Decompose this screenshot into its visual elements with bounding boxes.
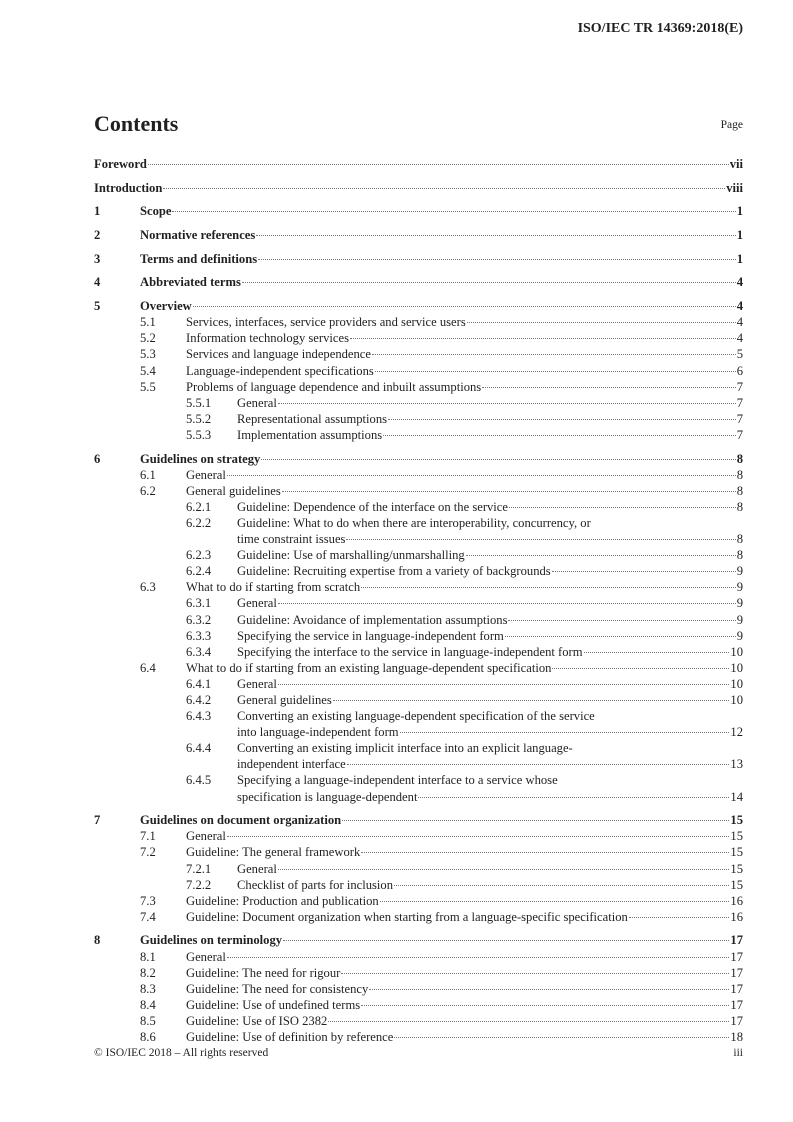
- toc-entry-page: 17: [730, 981, 743, 996]
- toc-entry-title: Guideline: What to do when there are interoperability, concurrency, or: [237, 515, 591, 530]
- toc-entry-page: 4: [736, 315, 743, 330]
- toc-entry-page: 10: [730, 644, 743, 659]
- toc-entry-page: 7: [736, 427, 743, 442]
- toc-entry-page: 6: [736, 363, 743, 378]
- toc-entry-page: 4: [736, 299, 743, 314]
- toc-entry-page: 14: [730, 789, 743, 804]
- toc-entry-title: Terms and definitions: [140, 251, 258, 266]
- toc-entry-page: 9: [736, 612, 743, 627]
- toc-entry-number: 6.4: [140, 660, 156, 675]
- toc-entry-number: 7.2.2: [186, 877, 212, 892]
- toc-entry[interactable]: [94, 180, 743, 196]
- dot-leader: [261, 459, 735, 460]
- toc-entry-title: Implementation assumptions: [237, 427, 383, 442]
- toc-entry-number: 7.1: [140, 829, 156, 844]
- toc-entry-number: 6.4.2: [186, 692, 212, 707]
- toc-entry-title: Abbreviated terms: [140, 275, 241, 290]
- page-column-label: Page: [720, 119, 743, 131]
- dot-leader: [242, 282, 736, 283]
- dot-leader: [282, 491, 736, 492]
- dot-leader: [163, 188, 725, 189]
- toc-entry[interactable]: [94, 828, 743, 844]
- toc-entry-number: 5.3: [140, 347, 156, 362]
- toc-entry[interactable]: [94, 981, 743, 997]
- toc-entry-title: General: [186, 829, 226, 844]
- dot-leader: [278, 869, 730, 870]
- toc-entry[interactable]: [94, 877, 743, 893]
- toc-entry[interactable]: [94, 227, 743, 243]
- toc-entry-title: General: [237, 596, 277, 611]
- dot-leader: [347, 764, 730, 765]
- toc-entry[interactable]: [94, 156, 743, 172]
- toc-entry-title: Scope: [140, 204, 172, 219]
- toc-entry-title: independent interface: [237, 757, 346, 772]
- page-footer: [94, 1047, 743, 1059]
- toc-entry-number: 5.5.3: [186, 427, 212, 442]
- dot-leader: [341, 973, 729, 974]
- toc-entry-title: Language-independent specifications: [186, 363, 374, 378]
- copyright-notice: © ISO/IEC 2018 – All rights reserved: [94, 1047, 269, 1059]
- toc-entry-title: Guideline: Use of definition by reference: [186, 1030, 394, 1045]
- toc-entry[interactable]: [94, 379, 743, 395]
- toc-entry-number: 8.5: [140, 1013, 156, 1028]
- toc-entry-page: viii: [726, 180, 743, 195]
- toc-entry-number: 7.4: [140, 909, 156, 924]
- dot-leader: [350, 338, 736, 339]
- toc-entry[interactable]: [94, 563, 743, 579]
- toc-entry-number: 5.5.2: [186, 411, 212, 426]
- toc-entry-page: 15: [730, 845, 743, 860]
- toc-entry[interactable]: [94, 692, 743, 708]
- toc-entry-title: Guideline: Dependence of the interface on the service: [237, 499, 508, 514]
- toc-entry-title: Guideline: Document organization when starting from a language-specific specification: [186, 909, 628, 924]
- toc-entry-title: Specifying the service in language-independent form: [237, 628, 504, 643]
- dot-leader: [388, 419, 736, 420]
- toc-entry-page: 4: [736, 331, 743, 346]
- dot-leader: [328, 1021, 729, 1022]
- toc-entry[interactable]: [94, 740, 743, 772]
- toc-entry[interactable]: [94, 644, 743, 660]
- dot-leader: [172, 211, 735, 212]
- dot-leader: [552, 571, 736, 572]
- toc-entry-number: 5.2: [140, 331, 156, 346]
- dot-leader: [227, 836, 730, 837]
- toc-entry-page: 8: [736, 467, 743, 482]
- toc-entry[interactable]: [94, 1013, 743, 1029]
- toc-entry-number: 7.2: [140, 845, 156, 860]
- toc-entry-page: 1: [736, 228, 743, 243]
- toc-entry-number: 7: [94, 813, 101, 828]
- toc-entry-title: General guidelines: [186, 483, 281, 498]
- toc-entry-number: 8.4: [140, 997, 156, 1012]
- dot-leader: [509, 507, 736, 508]
- toc-entry[interactable]: [94, 298, 743, 314]
- toc-entry-number: 8.3: [140, 981, 156, 996]
- toc-entry-title: time constraint issues: [237, 532, 346, 547]
- toc-entry-title: Services, interfaces, service providers and service users: [186, 315, 466, 330]
- toc-entry-number: 3: [94, 251, 101, 266]
- toc-entry-page: 8: [736, 532, 743, 547]
- toc-entry[interactable]: [94, 467, 743, 483]
- toc-entry-page: 17: [730, 997, 743, 1012]
- toc-entry[interactable]: [94, 861, 743, 877]
- toc-entry-number: 5.1: [140, 315, 156, 330]
- toc-entry-number: 6.2.1: [186, 499, 212, 514]
- toc-entry-number: 6.4.4: [186, 741, 212, 756]
- dot-leader: [394, 885, 729, 886]
- toc-entry[interactable]: [94, 997, 743, 1013]
- toc-entry-page: vii: [729, 157, 743, 171]
- toc-entry[interactable]: [94, 949, 743, 965]
- toc-entry-title: Guideline: Production and publication: [186, 893, 379, 908]
- toc-entry-page: 1: [736, 251, 743, 266]
- toc-entry-title: General: [237, 395, 277, 410]
- toc-entry-title: Guideline: The need for rigour: [186, 965, 341, 980]
- dot-leader: [342, 820, 729, 821]
- dot-leader: [278, 684, 730, 685]
- dot-leader: [418, 797, 729, 798]
- toc-entry[interactable]: [94, 547, 743, 563]
- dot-leader: [380, 901, 730, 902]
- toc-entry-title: General: [237, 861, 277, 876]
- toc-entry-page: 9: [736, 628, 743, 643]
- toc-entry-number: 6.2.2: [186, 515, 212, 530]
- dot-leader: [482, 387, 736, 388]
- toc-entry-page: 17: [730, 949, 743, 964]
- dot-leader: [256, 235, 735, 236]
- toc-entry-number: 5.4: [140, 363, 156, 378]
- toc-entry-page: 15: [730, 813, 743, 828]
- toc-entry[interactable]: [94, 203, 743, 219]
- dot-leader: [361, 587, 736, 588]
- toc-entry-number: 6.3.2: [186, 612, 212, 627]
- toc-entry-number: 5: [94, 299, 101, 314]
- dot-leader: [227, 475, 736, 476]
- toc-entry-number: 8.6: [140, 1030, 156, 1045]
- toc-entry-page: 8: [736, 483, 743, 498]
- toc-entry-number: 6.3.3: [186, 628, 212, 643]
- page-title: Contents: [94, 111, 179, 136]
- toc-entry-number: 6.1: [140, 467, 156, 482]
- toc-entry[interactable]: [94, 427, 743, 443]
- toc-entry[interactable]: [94, 893, 743, 909]
- dot-leader: [383, 435, 736, 436]
- toc-entry[interactable]: [94, 676, 743, 692]
- toc-entry-number: 6.2.4: [186, 564, 212, 579]
- toc-entry-page: 15: [730, 829, 743, 844]
- toc-entry-title: General guidelines: [237, 692, 332, 707]
- toc-entry[interactable]: [94, 499, 743, 515]
- toc-entry-number: 6.3.4: [186, 644, 212, 659]
- toc-entry-page: 7: [736, 411, 743, 426]
- toc-entry-title: Overview: [140, 299, 192, 314]
- toc-entry-number: 1: [94, 204, 101, 219]
- toc-entry-number: 7.2.1: [186, 861, 212, 876]
- toc-entry-page: 5: [736, 347, 743, 362]
- toc-entry[interactable]: [94, 515, 743, 547]
- toc-entry-title: Checklist of parts for inclusion: [237, 877, 393, 892]
- toc-entry-title: Services and language independence: [186, 347, 371, 362]
- toc-entry-number: 8: [94, 933, 101, 948]
- toc-entry-title: Specifying a language-independent interface to a service whose: [237, 773, 558, 788]
- toc-entry-page: 7: [736, 395, 743, 410]
- toc-entry-title: Problems of language dependence and inbuilt assumptions: [186, 379, 482, 394]
- toc-entry-page: 12: [730, 725, 743, 740]
- toc-entry[interactable]: [94, 251, 743, 267]
- toc-entry[interactable]: [94, 612, 743, 628]
- dot-leader: [193, 306, 736, 307]
- toc-entry-title: Converting an existing implicit interface into an explicit language-: [237, 741, 573, 756]
- dot-leader: [394, 1037, 729, 1038]
- toc-entry-title: Guideline: The general framework: [186, 845, 361, 860]
- toc-entry-number: 6.4.1: [186, 676, 212, 691]
- toc-entry-title: Introduction: [94, 180, 163, 195]
- toc-entry-number: 4: [94, 275, 101, 290]
- toc-entry-title: General: [237, 676, 277, 691]
- dot-leader: [361, 852, 729, 853]
- toc-entry-number: 6: [94, 451, 101, 466]
- toc-entry-page: 17: [730, 933, 743, 948]
- toc-entry-page: 16: [730, 893, 743, 908]
- dot-leader: [466, 555, 736, 556]
- toc-entry-title: Information technology services: [186, 331, 349, 346]
- toc-entry-page: 17: [730, 1013, 743, 1028]
- toc-entry-page: 8: [736, 548, 743, 563]
- toc-entry-page: 10: [730, 660, 743, 675]
- dot-leader: [369, 989, 729, 990]
- toc-entry-title: Guideline: Use of ISO 2382: [186, 1013, 328, 1028]
- toc-entry[interactable]: [94, 411, 743, 427]
- toc-entry-title: Guidelines on terminology: [140, 933, 283, 948]
- toc-entry-title: General: [186, 949, 226, 964]
- toc-entry[interactable]: [94, 595, 743, 611]
- dot-leader: [467, 322, 736, 323]
- page-number: iii: [733, 1047, 743, 1059]
- toc-entry[interactable]: [94, 708, 743, 740]
- dot-leader: [375, 371, 736, 372]
- dot-leader: [400, 732, 730, 733]
- toc-entry-page: 1: [736, 204, 743, 219]
- toc-entry-number: 6.3: [140, 580, 156, 595]
- toc-entry[interactable]: [94, 314, 743, 330]
- dot-leader: [505, 636, 736, 637]
- dot-leader: [508, 620, 735, 621]
- toc-entry-title: What to do if starting from an existing language-dependent specification: [186, 660, 552, 675]
- toc-entry-title: Foreword: [94, 157, 147, 171]
- toc-entry-number: 6.2.3: [186, 548, 212, 563]
- toc-entry[interactable]: [94, 451, 743, 467]
- toc-entry-number: 5.5: [140, 379, 156, 394]
- toc-entry[interactable]: [94, 1029, 743, 1045]
- toc-entry-page: 4: [736, 275, 743, 290]
- toc-entry[interactable]: [94, 579, 743, 595]
- toc-entry-number: 6.3.1: [186, 596, 212, 611]
- toc-entry-number: 2: [94, 228, 101, 243]
- toc-entry-title: Guideline: Use of marshalling/unmarshalling: [237, 548, 465, 563]
- toc-entry-title: Specifying the interface to the service in language-independent form: [237, 644, 583, 659]
- toc-entry[interactable]: [94, 844, 743, 860]
- toc-entry[interactable]: [94, 395, 743, 411]
- toc-entry[interactable]: [94, 909, 743, 925]
- toc-entry-page: 18: [730, 1030, 743, 1045]
- toc-entry-title: Guideline: Avoidance of implementation assumptions: [237, 612, 508, 627]
- toc-entry-title: General: [186, 467, 226, 482]
- toc-entry[interactable]: [94, 772, 743, 804]
- toc-entry-number: 5.5.1: [186, 395, 212, 410]
- toc-entry-number: 6.2: [140, 483, 156, 498]
- toc-entry-page: 13: [730, 757, 743, 772]
- toc-entry-page: 9: [736, 580, 743, 595]
- toc-entry-title: Guideline: The need for consistency: [186, 981, 369, 996]
- toc-entry-page: 8: [736, 499, 743, 514]
- document-id-header: ISO/IEC TR 14369:2018(E): [577, 21, 743, 36]
- toc-entry-page: 15: [730, 877, 743, 892]
- dot-leader: [278, 403, 736, 404]
- toc-entry-number: 8.2: [140, 965, 156, 980]
- toc-entry-title: Guideline: Recruiting expertise from a variety of backgrounds: [237, 564, 551, 579]
- dot-leader: [372, 354, 736, 355]
- toc-entry-page: 9: [736, 596, 743, 611]
- toc-entry-page: 10: [730, 676, 743, 691]
- toc-entry[interactable]: [94, 812, 743, 828]
- dot-leader: [361, 1005, 729, 1006]
- toc-entry-page: 16: [730, 909, 743, 924]
- dot-leader: [258, 259, 736, 260]
- dot-leader: [227, 957, 730, 958]
- toc-entry-page: 17: [730, 965, 743, 980]
- toc-entry[interactable]: [94, 274, 743, 290]
- toc-entry[interactable]: [94, 483, 743, 499]
- dot-leader: [283, 940, 729, 941]
- dot-leader: [148, 164, 729, 165]
- toc-entry-page: 10: [730, 692, 743, 707]
- toc-entry[interactable]: [94, 363, 743, 379]
- toc-entry-title: Guideline: Use of undefined terms: [186, 997, 361, 1012]
- dot-leader: [552, 668, 729, 669]
- dot-leader: [333, 700, 730, 701]
- toc-entry[interactable]: [94, 346, 743, 362]
- toc-entry[interactable]: [94, 628, 743, 644]
- toc-entry[interactable]: [94, 660, 743, 676]
- toc-entry-page: 7: [736, 379, 743, 394]
- toc-entry-number: 6.4.5: [186, 773, 212, 788]
- toc-entry[interactable]: [94, 932, 743, 948]
- toc-entry-title: Representational assumptions: [237, 411, 388, 426]
- toc-entry-number: 8.1: [140, 949, 156, 964]
- toc-entry-page: 9: [736, 564, 743, 579]
- toc-entry-number: 6.4.3: [186, 709, 212, 724]
- dot-leader: [278, 603, 736, 604]
- toc-entry-title: into language-independent form: [237, 725, 399, 740]
- toc-entry-title: Converting an existing language-dependent specification of the service: [237, 709, 595, 724]
- toc-entry-page: 15: [730, 861, 743, 876]
- toc-entry-title: specification is language-dependent: [237, 789, 418, 804]
- toc-entry-title: What to do if starting from scratch: [186, 580, 361, 595]
- dot-leader: [629, 917, 730, 918]
- dot-leader: [584, 652, 730, 653]
- toc-entry-title: Guidelines on strategy: [140, 451, 261, 466]
- toc-entry[interactable]: [94, 330, 743, 346]
- toc-entry[interactable]: [94, 965, 743, 981]
- toc-entry-page: 8: [736, 451, 743, 466]
- table-of-contents: [94, 156, 743, 1045]
- toc-entry-number: 7.3: [140, 893, 156, 908]
- dot-leader: [346, 539, 735, 540]
- toc-entry-title: Normative references: [140, 228, 256, 243]
- toc-entry-title: Guidelines on document organization: [140, 813, 342, 828]
